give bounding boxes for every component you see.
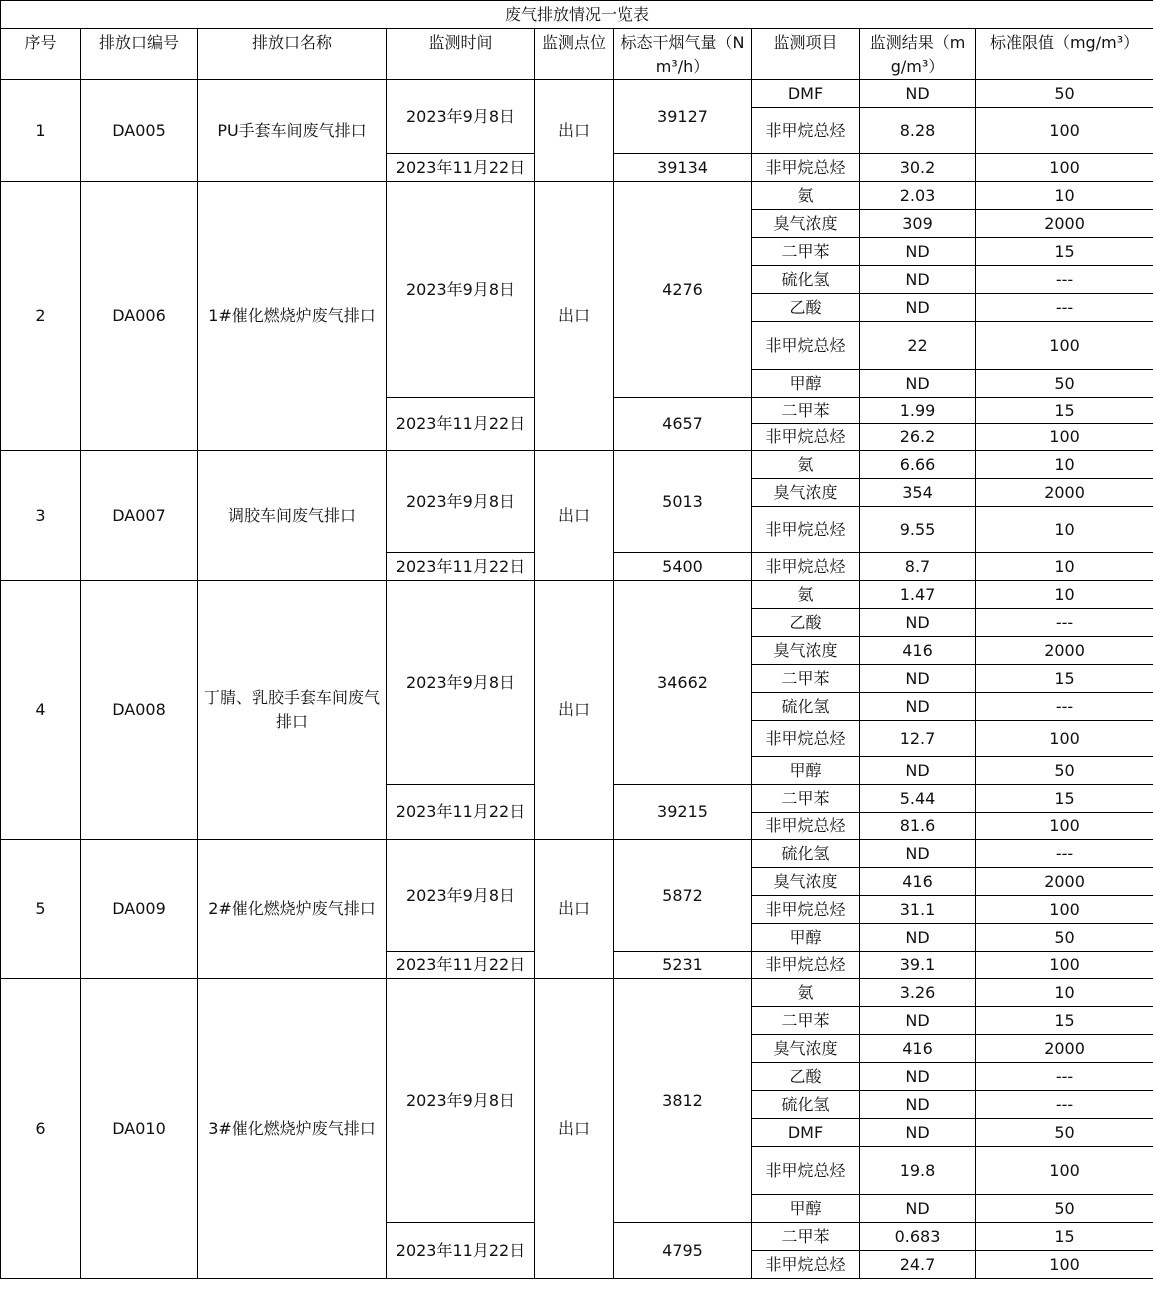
result-cell: 30.2 <box>860 154 976 182</box>
header-row <box>1 29 1153 80</box>
limit-cell: --- <box>976 693 1153 721</box>
header-outlet-code: 排放口编号 <box>81 29 198 80</box>
header-item: 监测项目 <box>752 29 860 80</box>
limit-cell: 100 <box>976 108 1153 154</box>
header-flow: 标态干烟气量（Nm³/h） <box>614 29 752 80</box>
table-row <box>1 182 1153 210</box>
flow-cell: 39215 <box>614 785 752 840</box>
table-row <box>1 979 1153 1007</box>
result-cell: 22 <box>860 322 976 370</box>
outlet-code-cell: DA005 <box>81 80 198 182</box>
item-cell: 氨 <box>752 581 860 609</box>
result-cell: ND <box>860 266 976 294</box>
item-cell: 非甲烷总烃 <box>752 1147 860 1195</box>
outlet-code-cell: DA010 <box>81 979 198 1279</box>
limit-cell: 50 <box>976 1119 1153 1147</box>
item-cell: 甲醇 <box>752 370 860 398</box>
limit-cell: 10 <box>976 581 1153 609</box>
header-seq: 序号 <box>1 29 81 80</box>
item-cell: 甲醇 <box>752 924 860 952</box>
monitor-point-cell: 出口 <box>535 182 614 451</box>
limit-cell: 15 <box>976 398 1153 424</box>
item-cell: 硫化氢 <box>752 1091 860 1119</box>
limit-cell: 100 <box>976 813 1153 840</box>
result-cell: 416 <box>860 637 976 665</box>
outlet-name-cell: 1#催化燃烧炉废气排口 <box>198 182 387 451</box>
item-cell: 非甲烷总烃 <box>752 813 860 840</box>
monitor-point-cell: 出口 <box>535 80 614 182</box>
flow-cell: 4795 <box>614 1223 752 1279</box>
limit-cell: 15 <box>976 238 1153 266</box>
item-cell: 甲醇 <box>752 1195 860 1223</box>
seq-cell: 1 <box>1 80 81 182</box>
monitor-time-cell: 2023年11月22日 <box>387 785 535 840</box>
item-cell: 臭气浓度 <box>752 868 860 896</box>
limit-cell: 100 <box>976 424 1153 451</box>
limit-cell: 10 <box>976 451 1153 479</box>
result-cell: 0.683 <box>860 1223 976 1251</box>
result-cell: 5.44 <box>860 785 976 813</box>
result-cell: 9.55 <box>860 507 976 553</box>
table-row <box>1 581 1153 609</box>
table-row <box>1 451 1153 479</box>
result-cell: ND <box>860 924 976 952</box>
result-cell: ND <box>860 609 976 637</box>
result-cell: 2.03 <box>860 182 976 210</box>
limit-cell: 2000 <box>976 868 1153 896</box>
flow-cell: 5231 <box>614 952 752 979</box>
result-cell: ND <box>860 294 976 322</box>
result-cell: ND <box>860 238 976 266</box>
limit-cell: 2000 <box>976 479 1153 507</box>
outlet-name-cell: 2#催化燃烧炉废气排口 <box>198 840 387 979</box>
item-cell: 非甲烷总烃 <box>752 424 860 451</box>
item-cell: 乙酸 <box>752 609 860 637</box>
result-cell: ND <box>860 840 976 868</box>
item-cell: 非甲烷总烃 <box>752 896 860 924</box>
result-cell: 31.1 <box>860 896 976 924</box>
result-cell: ND <box>860 80 976 108</box>
limit-cell: 50 <box>976 80 1153 108</box>
item-cell: 臭气浓度 <box>752 1035 860 1063</box>
limit-cell: 15 <box>976 1007 1153 1035</box>
flow-cell: 4657 <box>614 398 752 451</box>
limit-cell: 15 <box>976 785 1153 813</box>
header-result: 监测结果（mg/m³） <box>860 29 976 80</box>
table-row <box>1 840 1153 868</box>
result-cell: 19.8 <box>860 1147 976 1195</box>
limit-cell: 100 <box>976 721 1153 757</box>
limit-cell: 100 <box>976 154 1153 182</box>
limit-cell: 100 <box>976 322 1153 370</box>
monitor-time-cell: 2023年11月22日 <box>387 1223 535 1279</box>
limit-cell: --- <box>976 1091 1153 1119</box>
item-cell: 氨 <box>752 979 860 1007</box>
item-cell: 非甲烷总烃 <box>752 507 860 553</box>
item-cell: 非甲烷总烃 <box>752 154 860 182</box>
result-cell: ND <box>860 693 976 721</box>
outlet-code-cell: DA006 <box>81 182 198 451</box>
item-cell: 乙酸 <box>752 1063 860 1091</box>
result-cell: 416 <box>860 868 976 896</box>
outlet-name-cell: PU手套车间废气排口 <box>198 80 387 182</box>
monitor-time-cell: 2023年11月22日 <box>387 952 535 979</box>
result-cell: 3.26 <box>860 979 976 1007</box>
flow-cell: 4276 <box>614 182 752 398</box>
seq-cell: 4 <box>1 581 81 840</box>
monitor-time-cell: 2023年9月8日 <box>387 182 535 398</box>
limit-cell: 15 <box>976 1223 1153 1251</box>
outlet-code-cell: DA009 <box>81 840 198 979</box>
seq-cell: 5 <box>1 840 81 979</box>
item-cell: DMF <box>752 80 860 108</box>
result-cell: ND <box>860 1195 976 1223</box>
flow-cell: 3812 <box>614 979 752 1223</box>
header-time: 监测时间 <box>387 29 535 80</box>
monitor-time-cell: 2023年11月22日 <box>387 553 535 581</box>
item-cell: 臭气浓度 <box>752 479 860 507</box>
monitor-time-cell: 2023年9月8日 <box>387 979 535 1223</box>
result-cell: ND <box>860 1063 976 1091</box>
item-cell: 臭气浓度 <box>752 637 860 665</box>
result-cell: ND <box>860 1007 976 1035</box>
limit-cell: --- <box>976 609 1153 637</box>
monitor-point-cell: 出口 <box>535 840 614 979</box>
limit-cell: 50 <box>976 924 1153 952</box>
limit-cell: 10 <box>976 182 1153 210</box>
result-cell: 309 <box>860 210 976 238</box>
flow-cell: 39134 <box>614 154 752 182</box>
result-cell: 416 <box>860 1035 976 1063</box>
result-cell: 8.7 <box>860 553 976 581</box>
result-cell: ND <box>860 1091 976 1119</box>
limit-cell: --- <box>976 266 1153 294</box>
limit-cell: --- <box>976 294 1153 322</box>
item-cell: 甲醇 <box>752 757 860 785</box>
seq-cell: 6 <box>1 979 81 1279</box>
item-cell: 非甲烷总烃 <box>752 721 860 757</box>
item-cell: 二甲苯 <box>752 398 860 424</box>
limit-cell: 10 <box>976 553 1153 581</box>
item-cell: 非甲烷总烃 <box>752 553 860 581</box>
outlet-code-cell: DA007 <box>81 451 198 581</box>
limit-cell: 2000 <box>976 637 1153 665</box>
limit-cell: 100 <box>976 1147 1153 1195</box>
result-cell: 8.28 <box>860 108 976 154</box>
item-cell: 氨 <box>752 182 860 210</box>
item-cell: 二甲苯 <box>752 665 860 693</box>
item-cell: 乙酸 <box>752 294 860 322</box>
result-cell: 6.66 <box>860 451 976 479</box>
result-cell: 1.47 <box>860 581 976 609</box>
monitor-point-cell: 出口 <box>535 451 614 581</box>
limit-cell: 100 <box>976 952 1153 979</box>
result-cell: 1.99 <box>860 398 976 424</box>
item-cell: 非甲烷总烃 <box>752 952 860 979</box>
item-cell: 非甲烷总烃 <box>752 1251 860 1279</box>
seq-cell: 3 <box>1 451 81 581</box>
monitor-time-cell: 2023年11月22日 <box>387 154 535 182</box>
monitor-time-cell: 2023年11月22日 <box>387 398 535 451</box>
limit-cell: 2000 <box>976 210 1153 238</box>
monitor-time-cell: 2023年9月8日 <box>387 840 535 952</box>
limit-cell: 10 <box>976 979 1153 1007</box>
header-outlet-name: 排放口名称 <box>198 29 387 80</box>
result-cell: 12.7 <box>860 721 976 757</box>
table-row <box>1 80 1153 108</box>
result-cell: ND <box>860 370 976 398</box>
item-cell: 非甲烷总烃 <box>752 108 860 154</box>
limit-cell: --- <box>976 1063 1153 1091</box>
header-point: 监测点位 <box>535 29 614 80</box>
limit-cell: --- <box>976 840 1153 868</box>
outlet-name-cell: 3#催化燃烧炉废气排口 <box>198 979 387 1279</box>
item-cell: 二甲苯 <box>752 785 860 813</box>
item-cell: DMF <box>752 1119 860 1147</box>
result-cell: 354 <box>860 479 976 507</box>
seq-cell: 2 <box>1 182 81 451</box>
limit-cell: 15 <box>976 665 1153 693</box>
flow-cell: 5872 <box>614 840 752 952</box>
result-cell: 24.7 <box>860 1251 976 1279</box>
outlet-name-cell: 丁腈、乳胶手套车间废气排口 <box>198 581 387 840</box>
item-cell: 氨 <box>752 451 860 479</box>
limit-cell: 10 <box>976 507 1153 553</box>
flow-cell: 5400 <box>614 553 752 581</box>
item-cell: 二甲苯 <box>752 1223 860 1251</box>
limit-cell: 50 <box>976 757 1153 785</box>
item-cell: 二甲苯 <box>752 238 860 266</box>
result-cell: 39.1 <box>860 952 976 979</box>
item-cell: 非甲烷总烃 <box>752 322 860 370</box>
table-title: 废气排放情况一览表 <box>1 1 1153 29</box>
monitor-point-cell: 出口 <box>535 979 614 1279</box>
item-cell: 硫化氢 <box>752 693 860 721</box>
limit-cell: 100 <box>976 1251 1153 1279</box>
outlet-name-cell: 调胶车间废气排口 <box>198 451 387 581</box>
header-limit: 标准限值（mg/m³） <box>976 29 1153 80</box>
limit-cell: 50 <box>976 370 1153 398</box>
item-cell: 硫化氢 <box>752 840 860 868</box>
monitor-point-cell: 出口 <box>535 581 614 840</box>
result-cell: ND <box>860 757 976 785</box>
item-cell: 硫化氢 <box>752 266 860 294</box>
flow-cell: 34662 <box>614 581 752 785</box>
result-cell: ND <box>860 1119 976 1147</box>
result-cell: 26.2 <box>860 424 976 451</box>
limit-cell: 100 <box>976 896 1153 924</box>
monitor-time-cell: 2023年9月8日 <box>387 80 535 154</box>
monitor-time-cell: 2023年9月8日 <box>387 451 535 553</box>
flow-cell: 5013 <box>614 451 752 553</box>
item-cell: 臭气浓度 <box>752 210 860 238</box>
limit-cell: 50 <box>976 1195 1153 1223</box>
monitor-time-cell: 2023年9月8日 <box>387 581 535 785</box>
result-cell: ND <box>860 665 976 693</box>
result-cell: 81.6 <box>860 813 976 840</box>
flow-cell: 39127 <box>614 80 752 154</box>
limit-cell: 2000 <box>976 1035 1153 1063</box>
title-row <box>1 1 1153 29</box>
outlet-code-cell: DA008 <box>81 581 198 840</box>
item-cell: 二甲苯 <box>752 1007 860 1035</box>
